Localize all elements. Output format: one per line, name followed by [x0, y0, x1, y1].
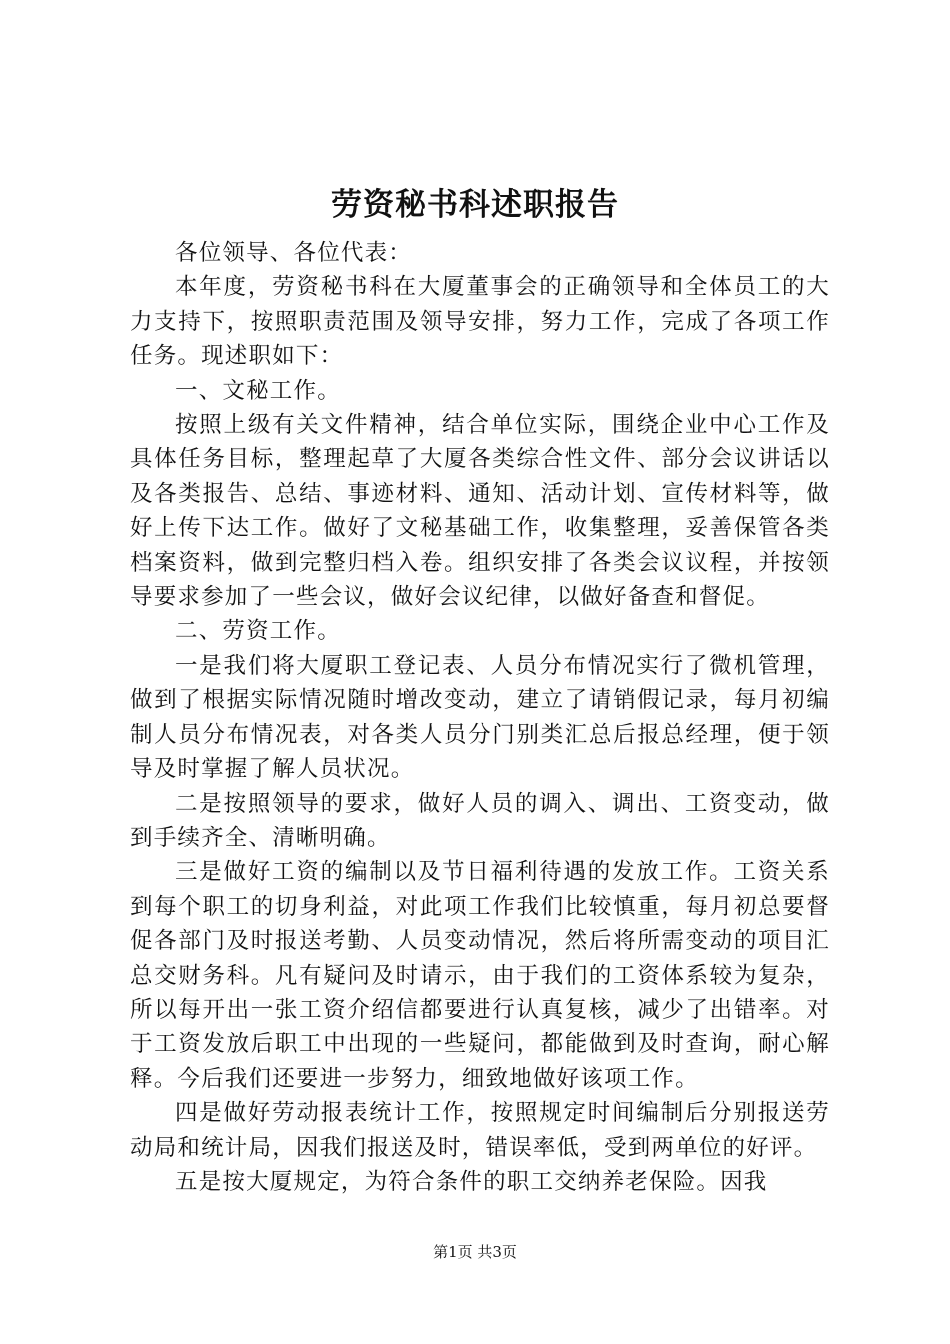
- paragraph-labor-5: 五是按大厦规定，为符合条件的职工交纳养老保险。因我: [175, 1168, 768, 1195]
- paragraph-secretarial: 按照上级有关文件精神，结合单位实际，围绕企业中心工作及具体任务目标，整理起草了大厦各类综合性文件、部分会议讲话以及各类报告、总结、事迹材料、通知、活动计划、宣传材料等，做好上传下达工作。做好了文秘基础工作，收集整理，妥善保管各类档案资料，做到完整归档入卷。组织安排了各类会议议程，并按领导要求参加了一些会议，做好会议纪律，以做好备查和督促。: [130, 412, 830, 611]
- section-heading-secretarial: 一、文秘工作。: [175, 377, 341, 404]
- paragraph-salutation: 各位领导、各位代表：: [175, 240, 413, 266]
- paragraph-labor-3: 三是做好工资的编制以及节日福利待遇的发放工作。工资关系到每个职工的切身利益，对此项工作我们比较慎重，每月初总要督促各部门及时报送考勤、人员变动情况，然后将所需变动的项目汇总交财务科。凡有疑问及时请示，由于我们的工资体系较为复杂，所以每开出一张工资介绍信都要进行认真复核，减少了出错率。对于工资发放后职工中出现的一些疑问，都能做到及时查询，耐心解释。今后我们还要进一步努力，细致地做好该项工作。: [130, 859, 830, 1092]
- paragraph-labor-4: 四是做好劳动报表统计工作，按照规定时间编制后分别报送劳动局和统计局，因我们报送及时，错误率低，受到两单位的好评。: [130, 1100, 830, 1161]
- document-title: 劳资秘书科述职报告: [331, 187, 619, 223]
- paragraph-labor-1: 一是我们将大厦职工登记表、人员分布情况实行了微机管理，做到了根据实际情况随时增改变动，建立了请销假记录，每月初编制人员分布情况表，对各类人员分门别类汇总后报总经理，便于领导及时掌握了解人员状况。: [130, 652, 830, 783]
- document-body: [130, 236, 830, 1199]
- paragraph-labor-2: 二是按照领导的要求，做好人员的调入、调出、工资变动，做到手续齐全、清晰明确。: [130, 790, 830, 851]
- page-footer: 第1页 共3页: [433, 1243, 517, 1261]
- section-heading-labor: 二、劳资工作。: [175, 618, 341, 645]
- paragraph-intro: 本年度，劳资秘书科在大厦董事会的正确领导和全体员工的大力支持下，按照职责范围及领导安排，努力工作，完成了各项工作任务。现述职如下：: [130, 274, 830, 370]
